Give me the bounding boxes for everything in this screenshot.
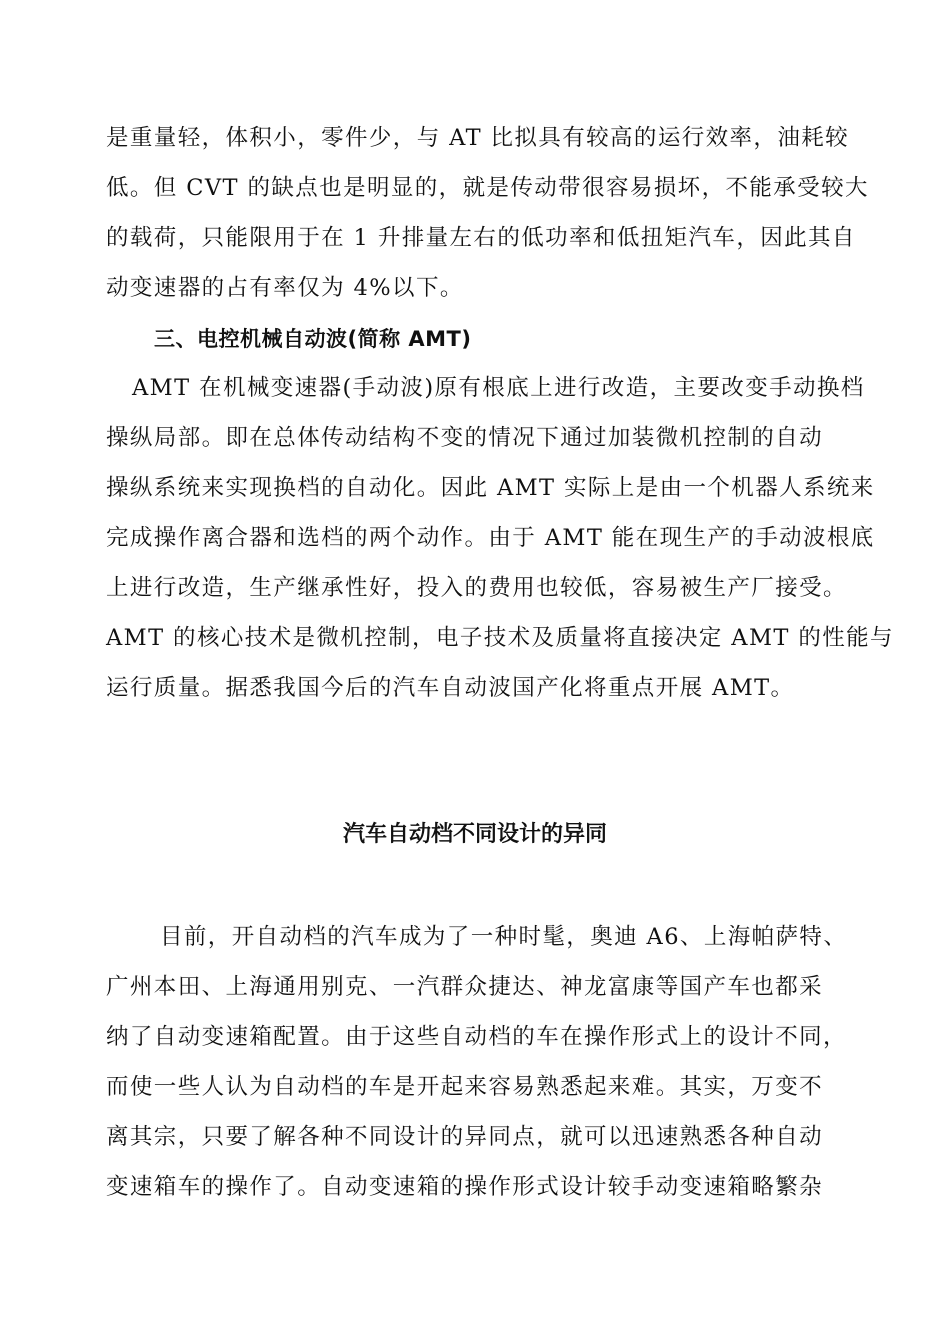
section-3-line-5: 上进行改造，生产继承性好，投入的费用也较低，容易被生产厂接受。 — [106, 575, 847, 601]
paragraph-1-line-3: 的载荷，只能限用于在 1 升排量左右的低功率和低扭矩汽车，因此其自 — [106, 225, 856, 251]
section-3-line-2: 操纵局部。即在总体传动结构不变的情况下通过加装微机控制的自动 — [106, 425, 824, 451]
article-line-2: 广州本田、上海通用别克、一汽群众捷达、神龙富康等国产车也都采 — [106, 974, 824, 1000]
paragraph-1-line-2: 低。但 CVT 的缺点也是明显的，就是传动带很容易损坏，不能承受较大 — [106, 175, 869, 201]
article-title: 汽车自动档不同设计的异同 — [342, 822, 607, 847]
section-3-line-3: 操纵系统来实现换档的自动化。因此 AMT 实际上是由一个机器人系统来 — [106, 475, 875, 501]
article-line-3: 纳了自动变速箱配置。由于这些自动档的车在操作形式上的设计不同， — [106, 1024, 847, 1050]
article-line-1: 目前，开自动档的汽车成为了一种时髦，奥迪 A6、上海帕萨特、 — [160, 924, 848, 950]
paragraph-1-line-1: 是重量轻，体积小，零件少，与 AT 比拟具有较高的运行效率，油耗较 — [106, 125, 850, 151]
section-3-line-6: AMT 的核心技术是微机控制，电子技术及质量将直接决定 AMT 的性能与 — [106, 625, 894, 651]
article-line-5: 离其宗，只要了解各种不同设计的异同点，就可以迅速熟悉各种自动 — [106, 1124, 824, 1150]
section-3-line-4: 完成操作离合器和选档的两个动作。由于 AMT 能在现生产的手动波根底 — [106, 525, 875, 551]
section-3-line-7: 运行质量。据悉我国今后的汽车自动波国产化将重点开展 AMT。 — [106, 675, 795, 701]
section-heading-amt: 三、电控机械自动波(简称 AMT) — [154, 327, 472, 351]
paragraph-1-line-4: 动变速器的占有率仅为 4%以下。 — [106, 275, 464, 301]
article-line-6: 变速箱车的操作了。自动变速箱的操作形式设计较手动变速箱略繁杂 — [106, 1174, 824, 1200]
section-3-line-1: AMT 在机械变速器(手动波)原有根底上进行改造，主要改变手动换档 — [132, 375, 865, 401]
article-line-4: 而使一些人认为自动档的车是开起来容易熟悉起来难。其实，万变不 — [106, 1074, 824, 1100]
